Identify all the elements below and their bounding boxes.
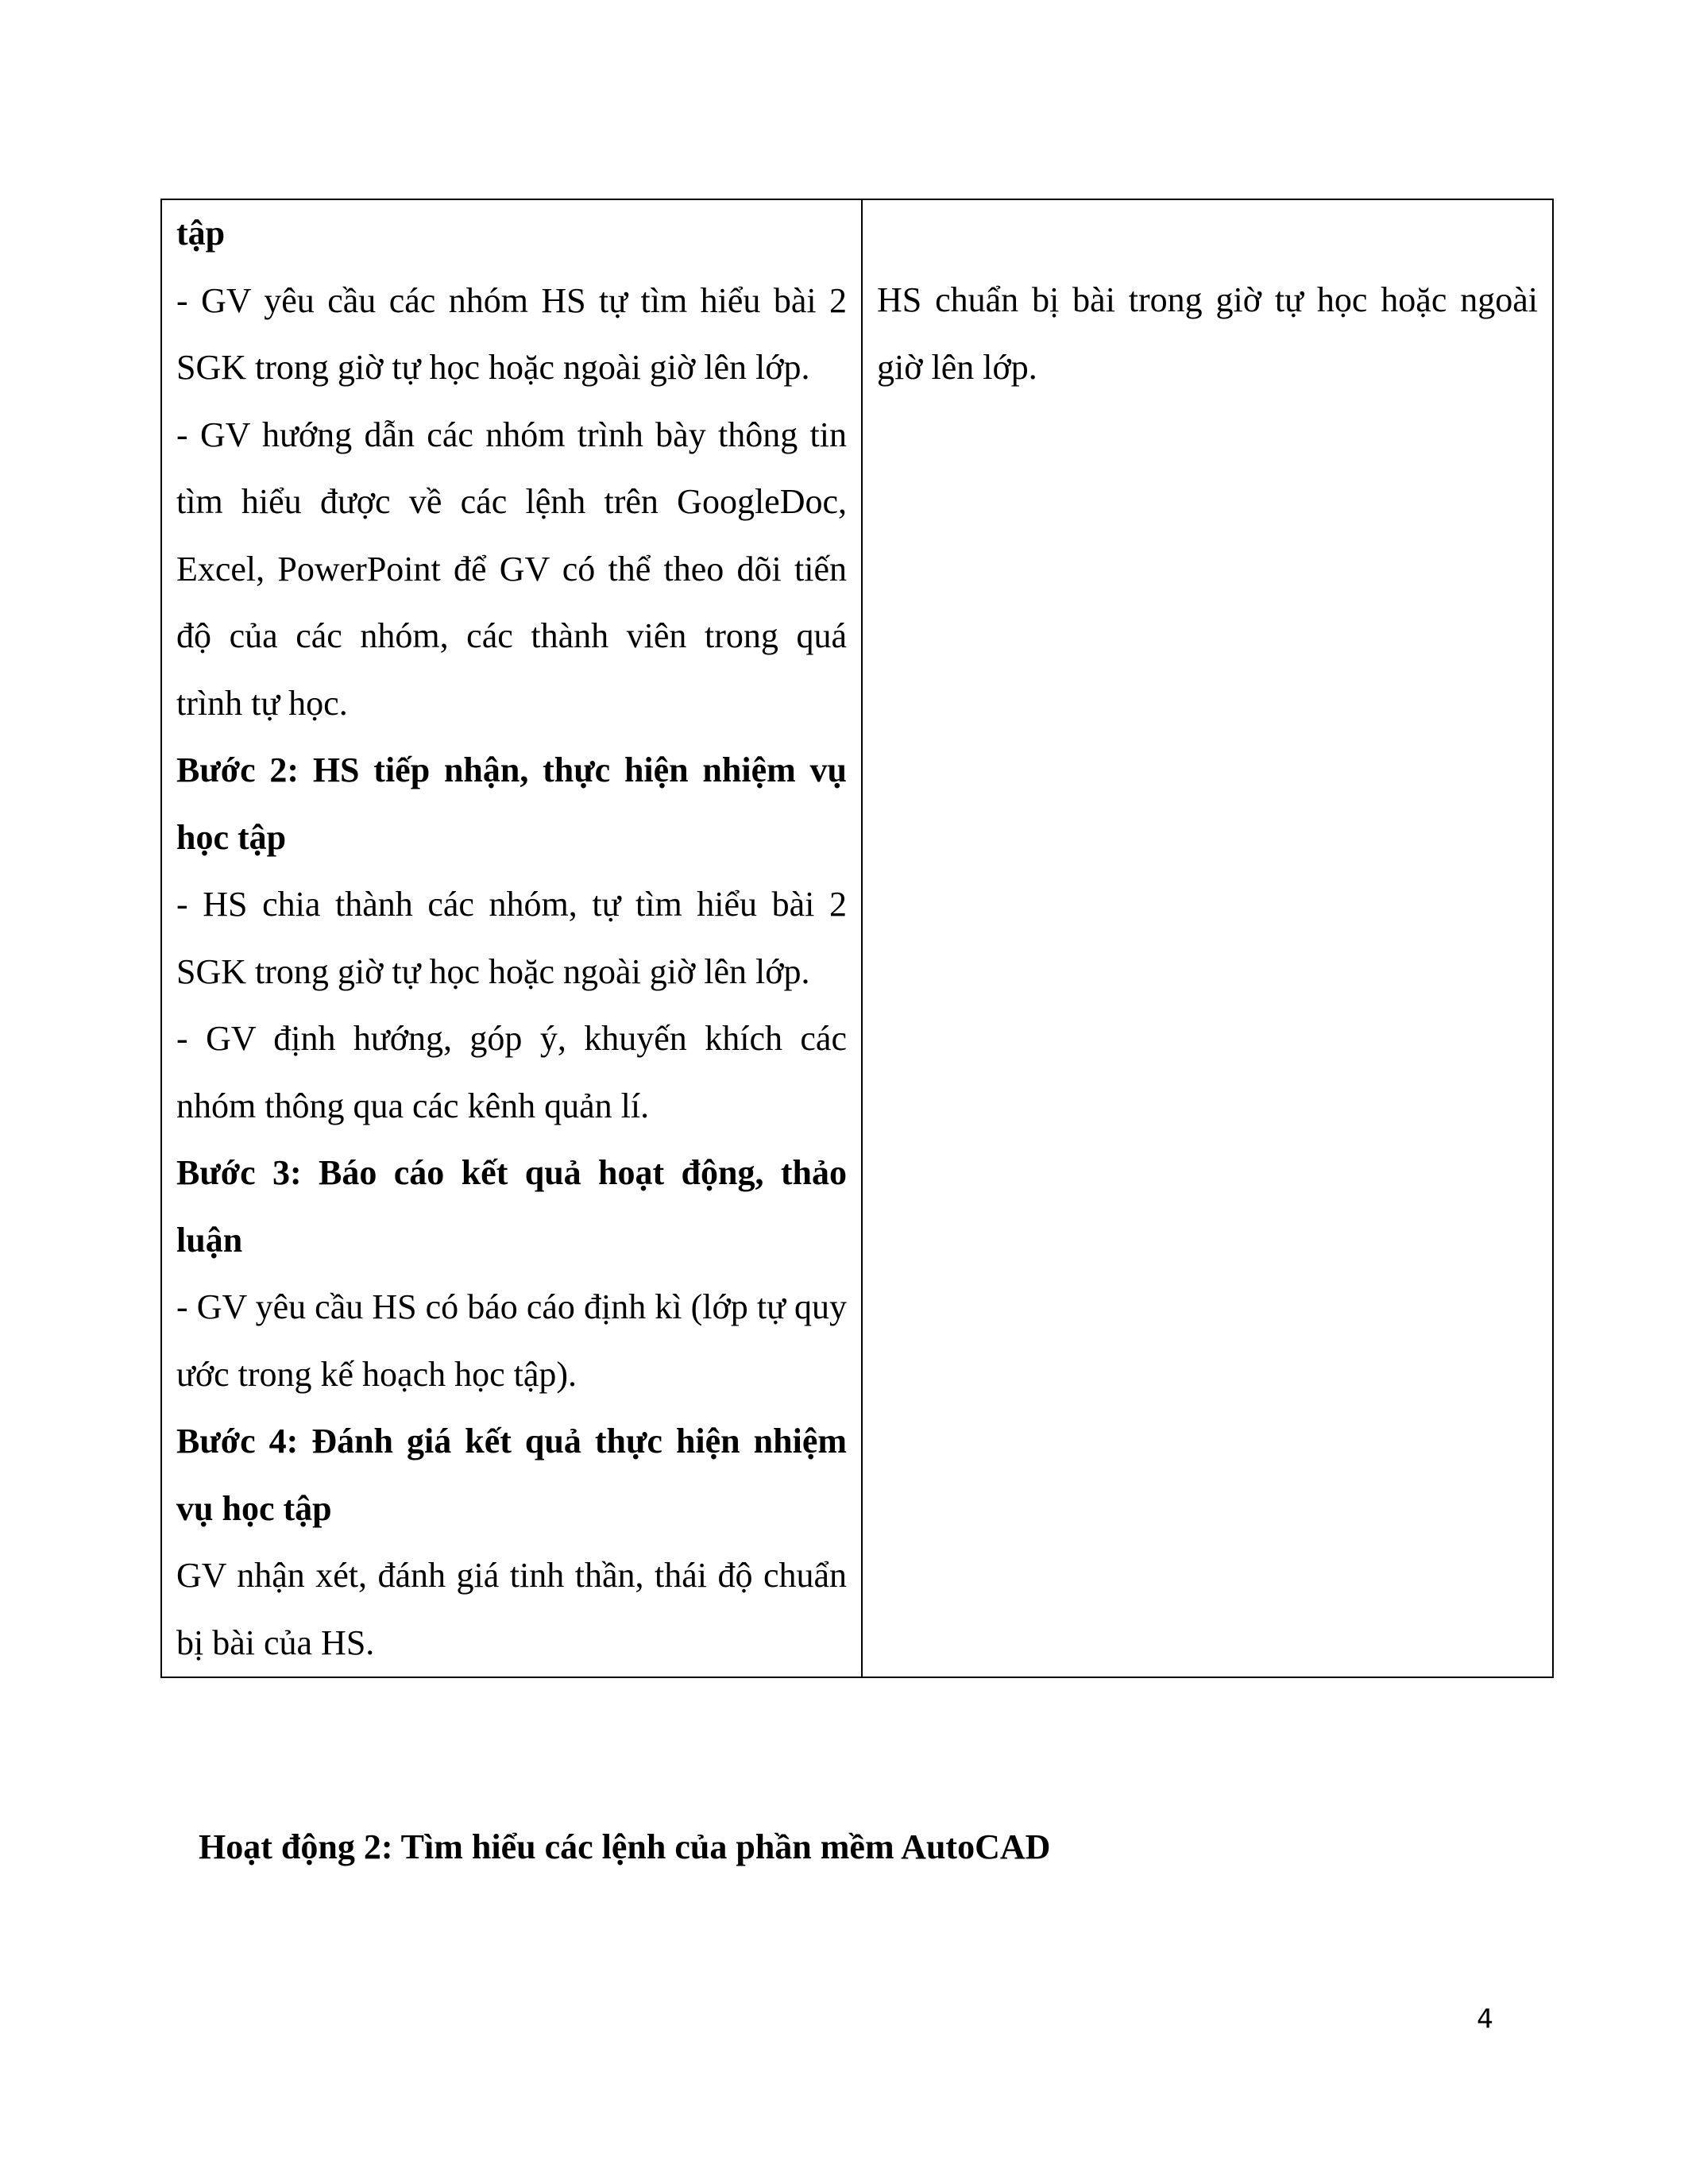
table-row — [161, 199, 1553, 1677]
step-2-heading: Bước 2: HS tiếp nhận, thực hiện nhiệm vụ học tập — [176, 751, 847, 857]
lesson-table — [160, 199, 1554, 1678]
teacher-activity-cell — [161, 199, 862, 1677]
step-4-heading: Bước 4: Đánh giá kết quả thực hiện nhiệm vụ học tập — [176, 1422, 847, 1528]
student-outcome-cell — [862, 199, 1553, 1677]
paragraph-guide-groups: - GV hướng dẫn các nhóm trình bày thông tin tìm hiểu được về các lệnh trên GoogleDoc, Excel, PowerPoint để GV có thể theo dõi tiến độ của các nhóm, các thành viên trong quá trình tự học. — [176, 415, 847, 723]
student-outcome-content — [877, 200, 1538, 401]
paragraph-students-group: - HS chia thành các nhóm, tự tìm hiểu bài 2 SGK trong giờ tự học hoặc ngoài giờ lên lớp. — [176, 885, 847, 991]
paragraph-assign-task: - GV yêu cầu các nhóm HS tự tìm hiểu bài 2 SGK trong giờ tự học hoặc ngoài giờ lên lớp. — [176, 280, 847, 387]
paragraph-report-request: - GV yêu cầu HS có báo cáo định kì (lớp tự quy ước trong kế hoạch học tập). — [176, 1287, 847, 1394]
page-number: 4 — [1477, 2003, 1493, 2034]
paragraph-student-preparation: HS chuẩn bị bài trong giờ tự học hoặc ngoài giờ lên lớp. — [877, 280, 1538, 387]
paragraph-evaluation: GV nhận xét, đánh giá tinh thần, thái độ chuẩn bị bài của HS. — [176, 1556, 847, 1662]
paragraph-teacher-orient: - GV định hướng, góp ý, khuyến khích các nhóm thông qua các kênh quản lí. — [176, 1019, 847, 1125]
activity-2-heading: Hoạt động 2: Tìm hiểu các lệnh của phần mềm AutoCAD — [199, 1827, 1051, 1866]
step-3-heading: Bước 3: Báo cáo kết quả hoạt động, thảo luận — [176, 1153, 847, 1260]
paragraph-continued-heading: tập — [176, 214, 226, 253]
